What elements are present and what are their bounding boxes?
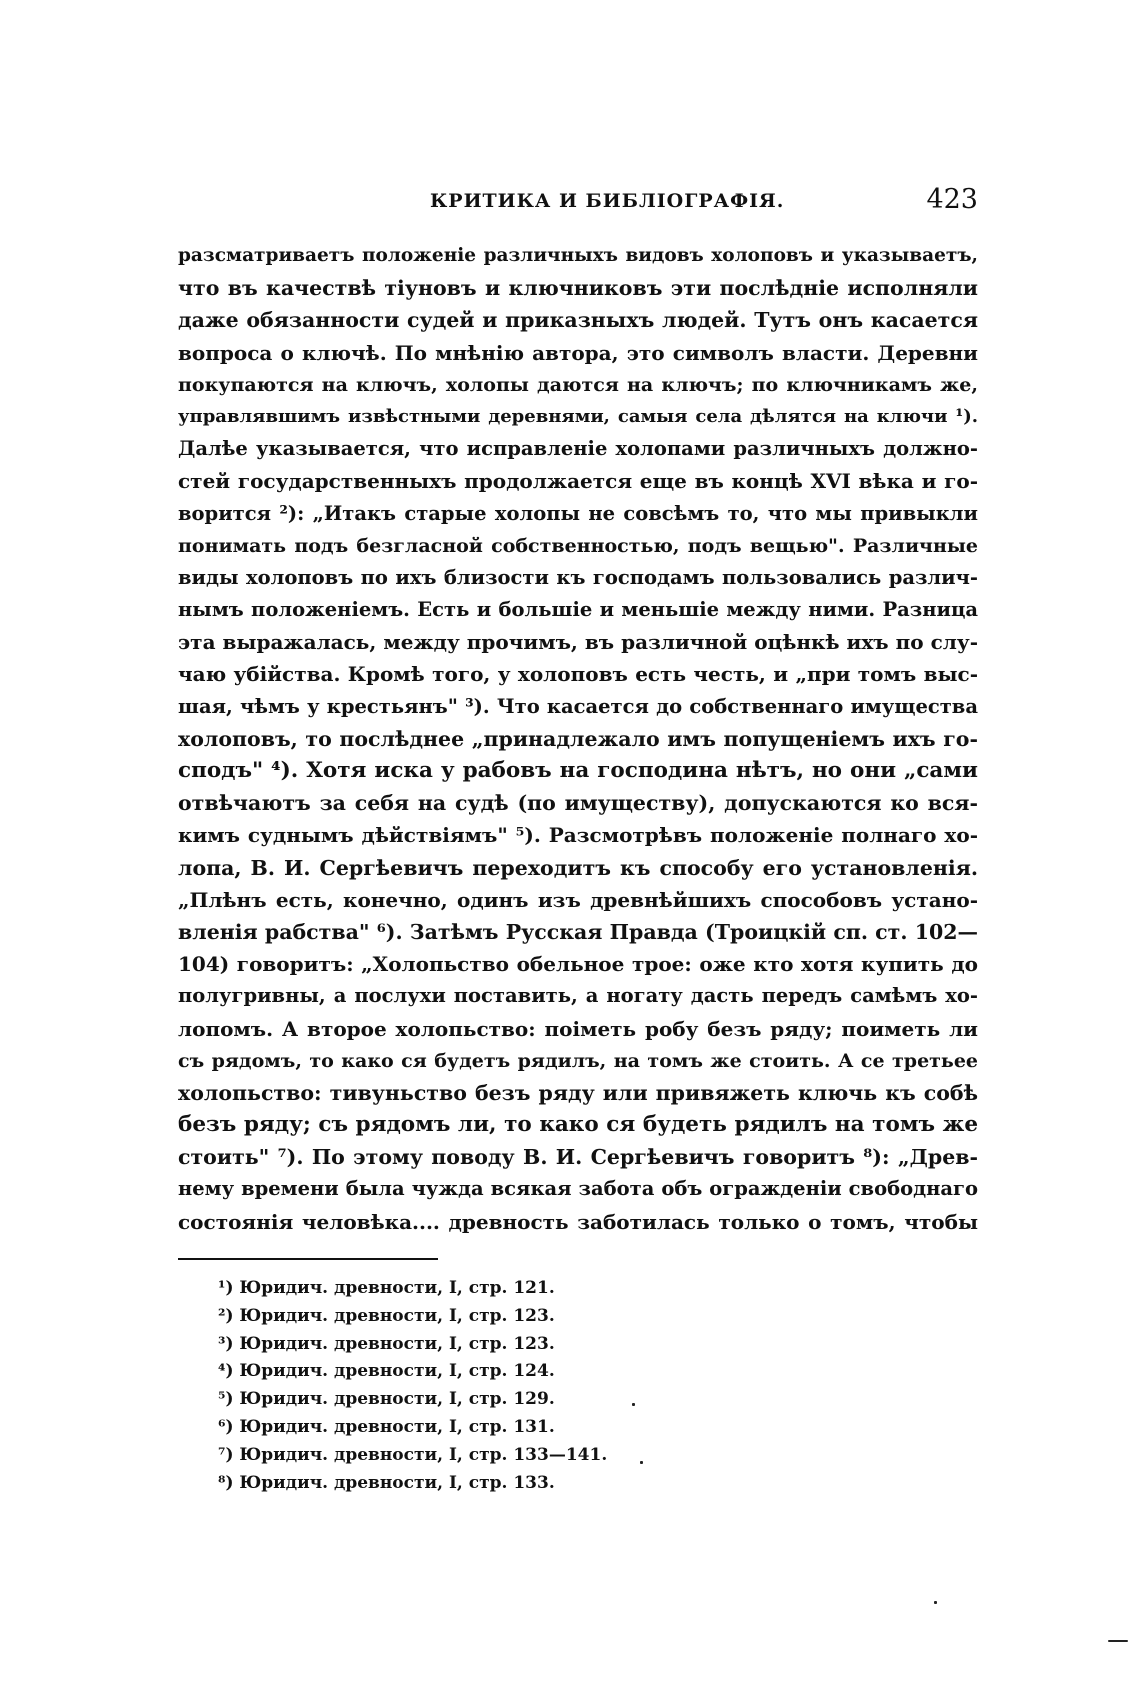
- footnote: ³) Юридич. древности, I, стр. 123.: [218, 1333, 555, 1354]
- footnote: ⁷) Юридич. древности, I, стр. 133—141.: [218, 1444, 608, 1465]
- running-head: [178, 184, 978, 220]
- text-line: чаю убійства. Кромѣ того, у холоповъ есть честь, и „при томъ выс-: [178, 662, 978, 687]
- page-number: 423: [926, 184, 978, 215]
- text-line: ворится ²): „Итакъ старые холопы не совсѣмъ то, что мы привыкли: [178, 501, 978, 525]
- footnote: ²) Юридич. древности, I, стр. 123.: [218, 1305, 555, 1326]
- text-line: съ рядомъ, то како ся будетъ рядилъ, на томъ же стоить. А се третьее: [178, 1049, 978, 1072]
- text-line: покупаются на ключъ, холопы даются на ключъ; по ключникамъ же,: [178, 373, 978, 396]
- footnote: ⁸) Юридич. древности, I, стр. 133.: [218, 1472, 555, 1493]
- footnote: ¹) Юридич. древности, I, стр. 121.: [218, 1278, 555, 1298]
- text-line: холоповъ, то послѣднее „принадлежало имъ попущеніемъ ихъ го-: [178, 726, 978, 751]
- text-line: состоянія человѣка.... древность заботилась только о томъ, чтобы: [178, 1209, 978, 1234]
- text-line: вопроса о ключѣ. По мнѣнію автора, это символъ власти. Деревни: [178, 340, 978, 365]
- text-line: отвѣчаютъ за себя на судѣ (по имуществу), допускаются ко вся-: [178, 791, 978, 816]
- footnote: ⁵) Юридич. древности, I, стр. 129.: [218, 1389, 555, 1410]
- footnotes: [218, 1275, 718, 1497]
- text-line: сподъ" ⁴). Хотя иска у рабовъ на господина нѣтъ, но они „сами: [178, 758, 978, 783]
- text-line: виды холоповъ по ихъ близости къ господамъ пользовались различ-: [178, 565, 978, 589]
- text-line: разсматриваетъ положеніе различныхъ видовъ холоповъ и указываетъ,: [178, 245, 978, 266]
- text-line: управлявшимъ извѣстными деревнями, самыя села дѣлятся на ключи ¹).: [178, 405, 978, 427]
- text-line: холопьство: тивуньство безъ ряду или привяжеть ключь къ собѣ: [178, 1080, 978, 1105]
- scan-speck: [640, 1461, 643, 1464]
- text-line: лопа, В. И. Сергѣевичъ переходитъ къ способу его установленія.: [178, 855, 978, 880]
- running-head-title: КРИТИКА И БИБЛІОГРАФІЯ.: [430, 190, 785, 212]
- body-text: [178, 240, 978, 1238]
- text-line: стоить" ⁷). По этому поводу В. И. Сергѣевичъ говоритъ ⁸): „Древ-: [178, 1145, 978, 1170]
- footnote: ⁶) Юридич. древности, I, стр. 131.: [218, 1416, 555, 1437]
- text-line: Далѣе указывается, что исправленіе холопами различныхъ должно-: [178, 437, 978, 461]
- text-line: шая, чѣмъ у крестьянъ" ³). Что касается до собственнаго имущества: [178, 694, 978, 718]
- scan-speck: [1108, 1640, 1128, 1642]
- text-line: „Плѣнъ есть, конечно, одинъ изъ древнѣйшихъ способовъ устано-: [178, 887, 978, 912]
- text-line: вленія рабства" ⁶). Затѣмъ Русская Правда (Троицкій сп. ст. 102—: [178, 919, 978, 944]
- footnote-separator: [178, 1258, 438, 1260]
- text-line: эта выражалась, между прочимъ, въ различной оцѣнкѣ ихъ по слу-: [178, 630, 978, 655]
- text-line: полугривны, а послухи поставить, а ногату дасть передъ самѣмъ хо-: [178, 984, 978, 1008]
- text-line: нему времени была чужда всякая забота объ огражденіи свободнаго: [178, 1177, 978, 1201]
- text-line: стей государственныхъ продолжается еще въ концѣ XVI вѣка и го-: [178, 469, 978, 494]
- text-line: кимъ суднымъ дѣйствіямъ" ⁵). Разсмотрѣвъ положеніе полнаго хо-: [178, 823, 978, 848]
- footnote: ⁴) Юридич. древности, I, стр. 124.: [218, 1361, 555, 1382]
- text-line: что въ качествѣ тіуновъ и ключниковъ эти послѣдніе исполняли: [178, 276, 978, 301]
- text-line: 104) говоритъ: „Холопьство обельное трое: оже кто хотя купить до: [178, 952, 978, 977]
- scan-speck: [934, 1601, 937, 1604]
- text-line: даже обязанности судей и приказныхъ людей. Тутъ онъ касается: [178, 308, 978, 333]
- text-line: понимать подъ безгласной собственностью, подъ вещью". Различные: [178, 534, 978, 557]
- text-line: лопомъ. А второе холопьство: поіметь робу безъ ряду; поиметь ли: [178, 1016, 978, 1041]
- scan-speck: [632, 1403, 635, 1406]
- text-line: безъ ряду; съ рядомъ ли, то како ся будеть рядилъ на томъ же: [178, 1112, 978, 1138]
- text-line: нымъ положеніемъ. Есть и большіе и меньшіе между ними. Разница: [178, 598, 978, 622]
